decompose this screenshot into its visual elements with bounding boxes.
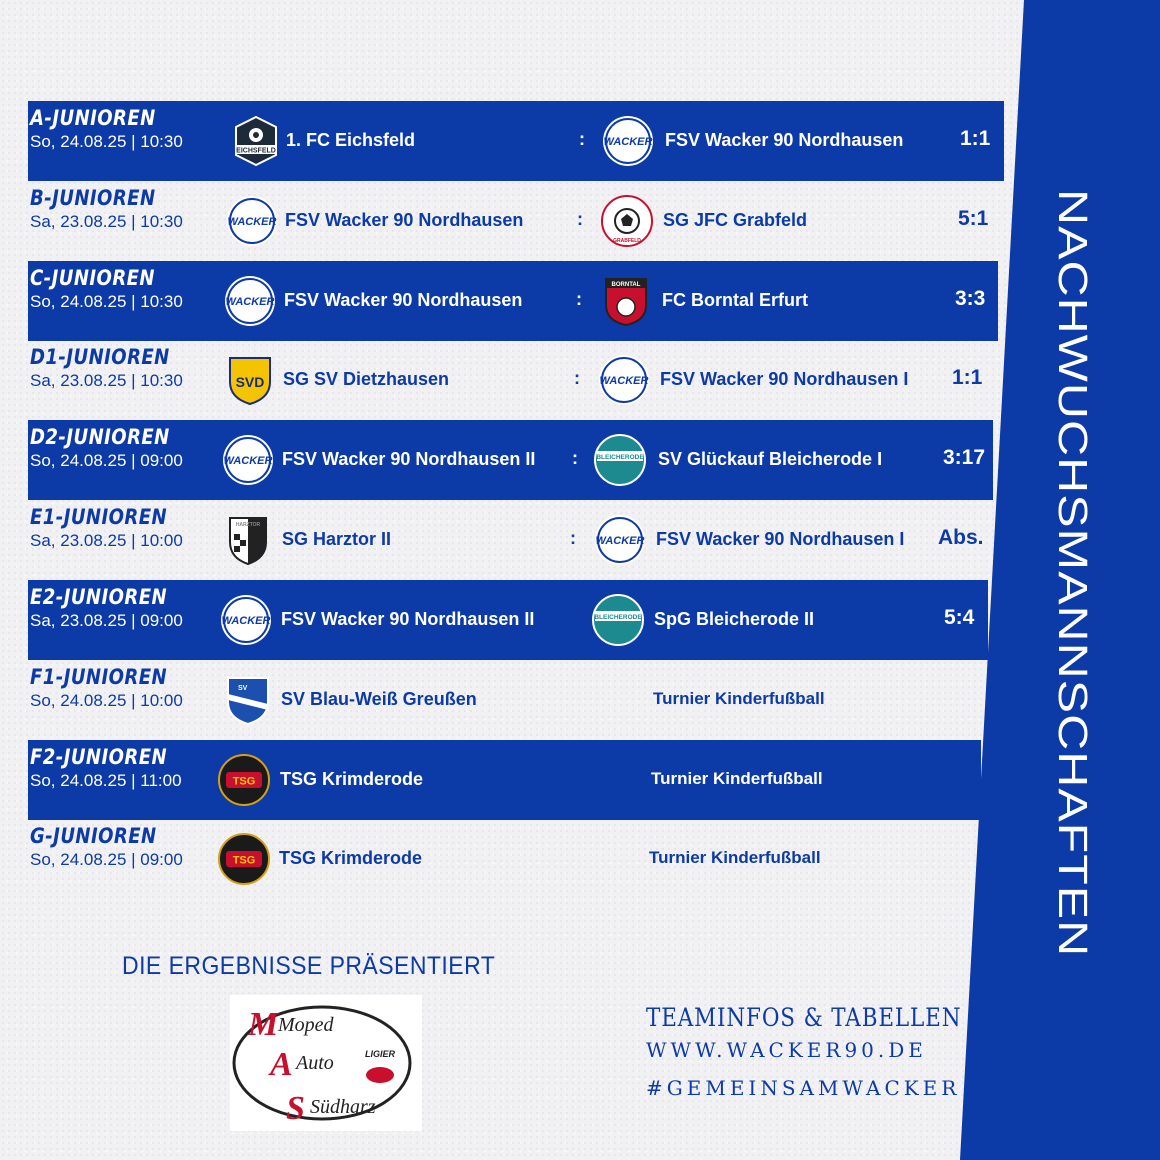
- wacker-logo-icon: [220, 594, 272, 646]
- away-club: FC Borntal Erfurt: [662, 290, 808, 310]
- match-row-c: [28, 261, 998, 341]
- match-row-b: [28, 181, 1004, 261]
- tournament-note: Turnier Kinderfußball: [651, 769, 823, 788]
- match-row-e2: [28, 580, 988, 660]
- svg-text:A: A: [270, 1046, 293, 1083]
- match-date: So, 24.08.25 | 10:30: [30, 132, 183, 151]
- website-link[interactable]: WWW.WACKER90.DE: [646, 1038, 927, 1062]
- svg-text:SV: SV: [238, 685, 248, 692]
- tournament-note: Turnier Kinderfußball: [653, 689, 825, 708]
- svg-text:SVD: SVD: [235, 374, 265, 390]
- page-title: NACHWUCHSMANNSCHAFTEN: [1050, 188, 1096, 958]
- match-row-f2: [28, 740, 981, 820]
- team-name: C-JUNIOREN: [30, 266, 155, 290]
- teaminfos-title: TEAMINFOS & TABELLEN: [646, 1003, 962, 1032]
- wacker-logo-icon: [598, 354, 650, 406]
- team-name: B-JUNIOREN: [30, 186, 156, 210]
- bleicherode-logo-icon: [594, 434, 646, 486]
- hashtag: #GEMEINSAMWACKER: [646, 1076, 961, 1100]
- svg-text:GRABFELD: GRABFELD: [613, 238, 641, 244]
- team-name: E2-JUNIOREN: [30, 585, 168, 609]
- wacker-logo-icon: [602, 115, 654, 167]
- score-separator: :: [574, 368, 580, 388]
- svg-text:LIGIER: LIGIER: [364, 1049, 396, 1059]
- team-name: F2-JUNIOREN: [30, 745, 168, 769]
- score-separator: :: [577, 209, 583, 229]
- match-score: Abs.: [938, 526, 984, 549]
- grabfeld-logo-icon: [601, 195, 653, 247]
- sponsor-logo: [230, 995, 422, 1131]
- match-score: 5:1: [958, 207, 989, 230]
- wacker-logo-icon: [594, 514, 646, 566]
- match-score: 1:1: [960, 127, 991, 150]
- svg-text:WACKER: WACKER: [221, 615, 271, 627]
- svg-text:WACKER: WACKER: [599, 375, 649, 387]
- team-name: G-JUNIOREN: [30, 824, 157, 848]
- match-date: So, 24.08.25 | 10:30: [30, 292, 183, 311]
- wacker-logo-icon: [224, 275, 276, 327]
- home-club: FSV Wacker 90 Nordhausen II: [282, 449, 536, 469]
- match-score: 5:4: [944, 606, 975, 629]
- score-separator: :: [572, 448, 578, 468]
- home-club: SV Blau-Weiß Greußen: [281, 689, 477, 709]
- bleicherode-logo-icon: [592, 594, 644, 646]
- match-date: So, 24.08.25 | 09:00: [30, 850, 183, 869]
- match-row-f1: [28, 660, 986, 740]
- away-club: SG JFC Grabfeld: [663, 210, 808, 230]
- svg-text:Moped: Moped: [278, 1014, 334, 1036]
- team-name: E1-JUNIOREN: [30, 505, 168, 529]
- match-row-e1: [28, 500, 991, 580]
- away-club: FSV Wacker 90 Nordhausen: [665, 130, 904, 150]
- team-name: A-JUNIOREN: [30, 106, 156, 130]
- team-name: D1-JUNIOREN: [30, 345, 170, 369]
- svg-text:Auto: Auto: [296, 1052, 334, 1074]
- away-club: FSV Wacker 90 Nordhausen I: [656, 529, 905, 549]
- dietzhausen-logo-icon: [224, 354, 276, 406]
- svg-text:M: M: [248, 1006, 279, 1043]
- sponsor-logo-icon: [230, 995, 422, 1131]
- svg-text:WACKER: WACKER: [227, 216, 277, 228]
- svg-text:EICHSFELD: EICHSFELD: [236, 147, 276, 155]
- svg-text:WACKER: WACKER: [223, 455, 273, 467]
- svg-text:WACKER: WACKER: [225, 296, 275, 308]
- borntal-logo-icon: [600, 275, 652, 327]
- svg-text:BLEICHERODE: BLEICHERODE: [594, 614, 642, 621]
- home-club: SG Harztor II: [282, 529, 392, 549]
- svg-text:WACKER: WACKER: [603, 136, 653, 148]
- tournament-note: Turnier Kinderfußball: [649, 848, 821, 867]
- team-name: D2-JUNIOREN: [30, 425, 170, 449]
- match-date: Sa, 23.08.25 | 10:00: [30, 531, 183, 550]
- home-club: 1. FC Eichsfeld: [286, 130, 416, 150]
- home-club: FSV Wacker 90 Nordhausen: [284, 290, 523, 310]
- away-club: SV Glückauf Bleicherode I: [658, 449, 883, 469]
- eichsfeld-logo-icon: [230, 115, 282, 167]
- match-date: Sa, 23.08.25 | 10:30: [30, 212, 183, 231]
- match-date: Sa, 23.08.25 | 09:00: [30, 611, 183, 630]
- svg-text:WACKER: WACKER: [595, 535, 645, 547]
- home-club: TSG Krimderode: [279, 848, 423, 868]
- match-row-d2: [28, 420, 993, 500]
- score-separator: :: [576, 289, 582, 309]
- svg-text:TSG: TSG: [232, 775, 256, 788]
- svg-text:HARZTOR: HARZTOR: [235, 522, 261, 528]
- match-date: So, 24.08.25 | 09:00: [30, 451, 183, 470]
- away-club: FSV Wacker 90 Nordhausen I: [660, 369, 909, 389]
- wacker-logo-icon: [222, 434, 274, 486]
- sponsor-title: DIE ERGEBNISSE PRÄSENTIERT: [122, 952, 496, 980]
- score-separator: :: [570, 528, 576, 548]
- match-score: 1:1: [952, 366, 983, 389]
- svg-text:Südharz: Südharz: [310, 1096, 376, 1118]
- match-row-d1: [28, 340, 996, 420]
- harztor-logo-icon: [222, 514, 274, 566]
- svg-text:S: S: [286, 1090, 305, 1127]
- svg-text:BORNTAL: BORNTAL: [611, 282, 641, 288]
- wacker-logo-icon: [226, 195, 278, 247]
- match-date: So, 24.08.25 | 11:00: [30, 771, 182, 790]
- score-separator: :: [579, 129, 585, 149]
- team-name: F1-JUNIOREN: [30, 665, 168, 689]
- match-row-a: [28, 101, 1004, 181]
- match-date: Sa, 23.08.25 | 10:30: [30, 371, 183, 390]
- match-date: So, 24.08.25 | 10:00: [30, 691, 183, 710]
- match-row-g: [28, 819, 978, 899]
- home-club: SG SV Dietzhausen: [283, 369, 450, 389]
- match-score: 3:17: [943, 446, 986, 469]
- away-club: SpG Bleicherode II: [654, 609, 815, 629]
- tsg-logo-icon: [218, 833, 270, 885]
- svg-text:TSG: TSG: [232, 854, 256, 867]
- svg-text:BLEICHERODE: BLEICHERODE: [596, 454, 644, 461]
- home-club: TSG Krimderode: [280, 769, 424, 789]
- match-score: 3:3: [955, 287, 986, 310]
- greussen-logo-icon: [222, 674, 274, 726]
- home-club: FSV Wacker 90 Nordhausen: [285, 210, 524, 230]
- home-club: FSV Wacker 90 Nordhausen II: [281, 609, 535, 629]
- tsg-logo-icon: [218, 754, 270, 806]
